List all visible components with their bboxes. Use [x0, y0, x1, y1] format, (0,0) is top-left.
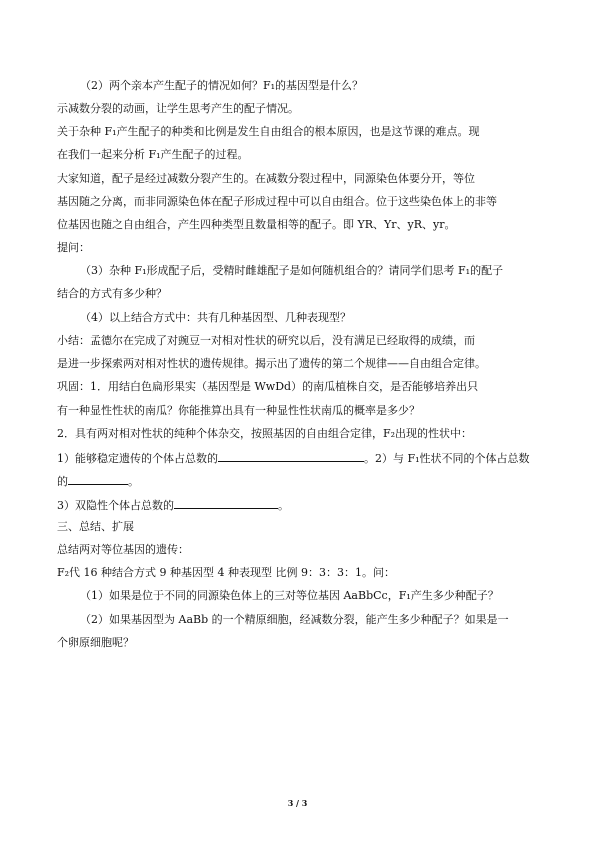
answer-blank[interactable]: [174, 496, 278, 509]
paragraph-line: 在我们一起来分析 F₁产生配子的过程。: [57, 148, 249, 161]
answer-blank[interactable]: [68, 472, 128, 485]
paragraph-line: 总结两对等位基因的遗传：: [57, 543, 189, 556]
paragraph-line: F₂代 16 种结合方式 9 种基因型 4 种表现型 比例 9：3：3：1。问：: [57, 566, 396, 579]
section-heading: 三、总结、扩展: [57, 520, 134, 533]
exercise-line: 2．具有两对相对性状的纯种个体杂交，按照基因的自由组合定律，F₂出现的性状中：: [57, 427, 473, 440]
paragraph-line: 提问：: [57, 241, 90, 254]
paragraph-line: 示减数分裂的动画，让学生思考产生的配子情况。: [57, 102, 299, 115]
exercise-line: 有一种显性性状的南瓜？你能推算出具有一种显性性状南瓜的概率是多少？: [57, 404, 420, 417]
summary-line: 是进一步探索两对相对性状的遗传规律。揭示出了遗传的第二个规律——自由组合定律。: [57, 357, 486, 370]
page-number: 3 / 3: [287, 798, 308, 808]
answer-blank[interactable]: [218, 449, 364, 462]
paragraph-line: 大家知道，配子是经过减数分裂产生的。在减数分裂过程中，同源染色体要分开，等位: [57, 172, 475, 185]
question-2: （2）两个亲本产生配子的情况如何？F₁的基因型是什么？: [80, 79, 364, 92]
summary-line: 小结：孟德尔在完成了对豌豆一对相对性状的研究以后，没有满足已经取得的成绩，而: [57, 334, 475, 347]
paragraph-line: 位基因也随之自由组合，产生四种类型且数量相等的配子。即 YR、Yr、yR、yr。: [57, 218, 456, 231]
exercise-line: 巩固：1．用结白色扁形果实（基因型是 WwDd）的南瓜植株自交，是否能够培养出只: [57, 380, 479, 393]
question-4: （4）以上结合方式中：共有几种基因型、几种表现型？: [80, 311, 351, 324]
question-3: （3）杂种 F₁形成配子后，受精时雌雄配子是如何随机组合的？请同学们思考 F₁的配子: [80, 264, 504, 277]
paragraph-line: 个卵原细胞呢？: [57, 636, 134, 649]
fill-blank-line: 3）双隐性个体占总数的 。: [0, 496, 595, 514]
paragraph-line: 结合的方式有多少种？: [57, 287, 167, 300]
question-1: （1）如果是位于不同的同源染色体上的三对等位基因 AaBbCc，F₁产生多少种配子？: [80, 589, 499, 602]
fill-blank-line: 1）能够稳定遗传的个体占总数的 。2）与 F₁性状不同的个体占总数: [0, 449, 595, 467]
question-2b: （2）如果基因型为 AaBb 的一个精原细胞，经减数分裂，能产生多少种配子？如果是一: [80, 613, 509, 626]
paragraph-line: 基因随之分离，而非同源染色体在配子形成过程中可以自由组合。位于这些染色体上的非等: [57, 195, 497, 208]
fill-blank-line: 的 。: [0, 472, 595, 490]
paragraph-line: 关于杂种 F₁产生配子的种类和比例是发生自由组合的根本原因，也是这节课的难点。现: [57, 125, 480, 138]
